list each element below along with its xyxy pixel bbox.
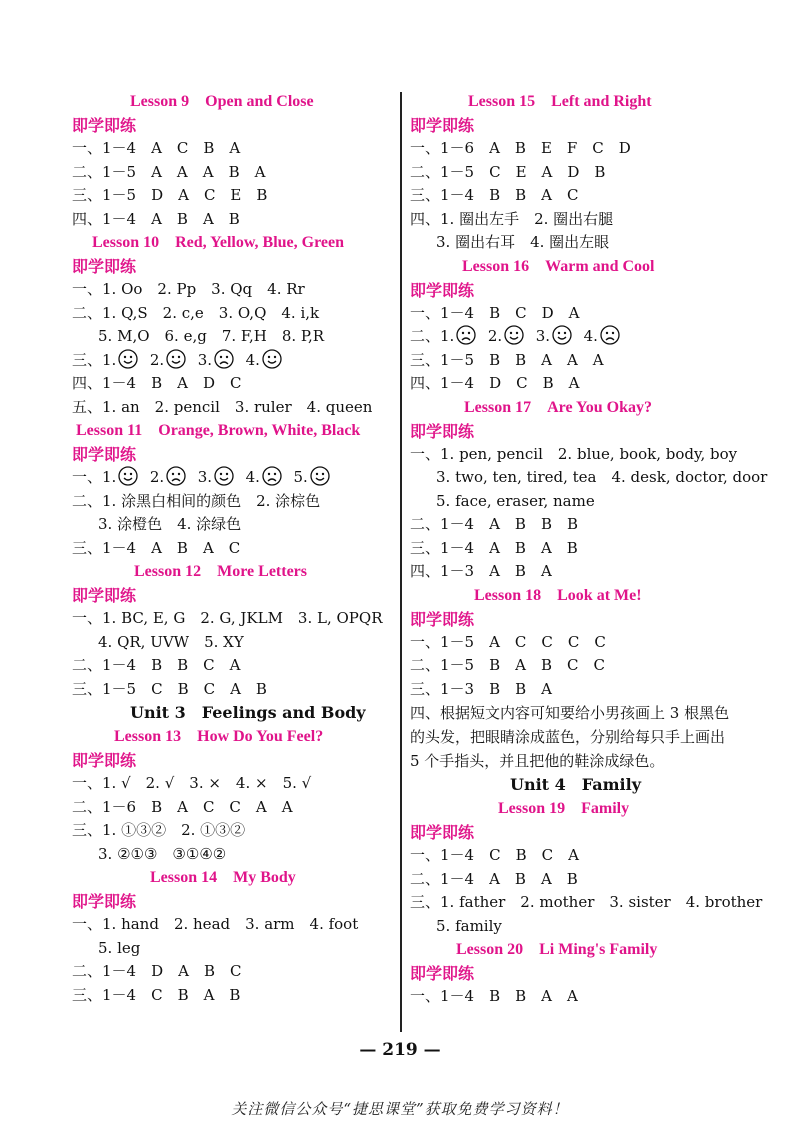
lesson-heading: Lesson 12 More Letters (134, 563, 308, 580)
sad-face-icon (456, 325, 476, 345)
answer-line: 一、1. √ 2. √ 3. × 4. × 5. √ (72, 774, 312, 792)
unit-heading: Unit 4 Family (510, 775, 641, 794)
right-column (410, 90, 768, 1009)
answer-line: 三、1－4 A B A B (410, 538, 578, 557)
smiley-face-icon (214, 466, 234, 486)
section-heading: 即学即练 (72, 116, 137, 135)
answer-line: 四、1. 圈出左手 2. 圈出右腿 (410, 209, 614, 228)
section-heading: 即学即练 (72, 445, 137, 464)
answer-line: 5. leg (98, 938, 141, 957)
question-number: 一、 (72, 468, 103, 486)
answer-line: 一、1－4 B B A A (410, 987, 578, 1005)
answer-line: 3. 涂橙色 4. 涂绿色 (98, 515, 242, 533)
item-label: 4. (245, 468, 260, 486)
section-heading: 即学即练 (410, 280, 475, 300)
lesson-heading: Lesson 17 Are You Okay? (464, 398, 653, 416)
face-answer-line (72, 349, 392, 373)
left-column (72, 90, 392, 1007)
smiley-face-icon (262, 349, 282, 369)
answer-line: 二、1. 涂黑白相间的颜色 2. 涂棕色 (72, 491, 321, 510)
answer-line: 二、1－5 A A A B A (72, 162, 266, 181)
answer-line: 一、1－6 A B E F C D (410, 139, 631, 157)
lesson-heading: Lesson 9 Open and Close (130, 93, 314, 110)
smiley-face-icon (166, 349, 186, 369)
answer-line: 二、1－5 C E A D B (410, 162, 606, 181)
answer-line: 二、1－6 B A C C A A (72, 797, 293, 816)
answer-line: 二、1－4 B B C A (72, 656, 241, 674)
answer-line: 三、1－5 D A C E B (72, 186, 268, 204)
smiley-face-icon (118, 349, 138, 369)
answer-line: 一、1. pen, pencil 2. blue, book, body, boy (410, 444, 738, 463)
face-answer-line (410, 325, 740, 349)
answer-line: 一、1－5 A C C C C (410, 632, 606, 651)
answer-line: 二、1. Q,S 2. c,e 3. O,Q 4. i,k (72, 303, 320, 322)
item-label: 2. (487, 327, 503, 345)
answer-line: 5. face, eraser, name (436, 491, 595, 510)
answer-line: 二、1－5 B A B C C (410, 656, 605, 674)
unit-heading: Unit 3 Feelings and Body (130, 703, 366, 722)
item-label: 1. (440, 327, 455, 345)
smiley-face-icon (552, 325, 572, 345)
answer-line: 3. 圈出右耳 4. 圈出左眼 (436, 233, 610, 251)
lesson-heading: Lesson 20 Li Ming's Family (456, 941, 658, 958)
answer-line: 四、1－4 A B A B (72, 209, 240, 228)
section-heading: 即学即练 (410, 823, 475, 842)
section-heading: 即学即练 (410, 116, 475, 135)
answer-line: 三、1－3 B B A (410, 679, 552, 698)
answer-line: 一、1. Oo 2. Pp 3. Qq 4. Rr (72, 280, 305, 298)
column-divider (400, 92, 402, 1032)
lesson-heading: Lesson 16 Warm and Cool (462, 257, 655, 275)
lesson-heading: Lesson 18 Look at Me! (474, 586, 642, 604)
section-heading: 即学即练 (72, 751, 137, 770)
lesson-heading: Lesson 11 Orange, Brown, White, Black (76, 422, 361, 439)
smiley-face-icon (310, 466, 330, 486)
answer-line: 三、1－5 B B A A A (410, 350, 604, 369)
item-label: 4. (583, 327, 598, 345)
sad-face-icon (166, 466, 186, 486)
section-heading: 即学即练 (410, 421, 475, 441)
answer-line: 二、1－4 A B A B (410, 869, 578, 888)
lesson-heading: Lesson 15 Left and Right (468, 93, 652, 110)
section-heading: 即学即练 (72, 257, 137, 276)
answer-line: 四、1－4 D C B A (410, 374, 580, 392)
answer-line: 一、1－4 B C D A (410, 303, 580, 322)
item-label: 3. (535, 327, 551, 345)
answer-line: 4. QR, UVW 5. XY (98, 632, 244, 651)
answer-line: 四、1－4 B A D C (72, 374, 242, 392)
item-label: 2. (149, 468, 165, 486)
smiley-face-icon (504, 325, 524, 345)
answer-line: 三、1. ①③② 2. ①③② (72, 821, 246, 839)
section-heading: 即学即练 (72, 586, 137, 605)
lesson-heading: Lesson 10 Red, Yellow, Blue, Green (92, 234, 345, 251)
lesson-heading: Lesson 14 My Body (150, 869, 296, 886)
item-label: 2. (149, 350, 165, 369)
answer-line: 一、1－4 A C B A (72, 139, 241, 157)
page-number: — 219 — (359, 1040, 441, 1060)
section-heading: 即学即练 (410, 609, 475, 629)
answer-line: 三、1－5 C B C A B (72, 679, 267, 698)
sad-face-icon (262, 466, 282, 486)
item-label: 5. (293, 468, 308, 486)
section-heading: 即学即练 (72, 892, 137, 911)
sad-face-icon (214, 349, 234, 369)
answer-line: 一、1. hand 2. head 3. arm 4. foot (72, 915, 359, 933)
answer-line: 三、1－4 A B A C (72, 538, 241, 557)
answer-line: 二、1－4 D A B C (72, 962, 242, 980)
answer-line: 三、1. father 2. mother 3. sister 4. brother (410, 893, 763, 911)
answer-line: 3. two, ten, tired, tea 4. desk, doctor, door (436, 468, 768, 486)
answer-line: 三、1－4 B B A C (410, 186, 579, 204)
item-label: 4. (245, 350, 260, 369)
lesson-heading: Lesson 19 Family (498, 800, 630, 817)
answer-line: 5. family (436, 916, 502, 935)
answer-line: 四、1－3 A B A (410, 562, 552, 580)
answer-line: 三、1－4 C B A B (72, 985, 241, 1004)
item-label: 1. (102, 350, 117, 369)
item-label: 1. (102, 468, 117, 486)
section-heading: 即学即练 (410, 964, 475, 983)
answer-line: 一、1. BC, E, G 2. G, JKLM 3. L, OPQR (72, 609, 383, 627)
footer-note: 关注微信公众号“捷思课堂”获取免费学习资料！ (231, 1100, 569, 1118)
sad-face-icon (600, 325, 620, 345)
smiley-face-icon (118, 466, 138, 486)
face-answer-line (72, 466, 392, 490)
item-label: 3. (197, 468, 213, 486)
question-number: 三、 (72, 350, 103, 369)
answer-line: 5. M,O 6. e,g 7. F,H 8. P,R (98, 327, 325, 345)
answer-line: 一、1－4 C B C A (410, 846, 579, 864)
answer-paragraph: 四、根据短文内容可知要给小男孩画上 3 根黑色的头发，把眼睛涂成蓝色，分别给每只手上画出 5 个手指头，并且把他的鞋涂成绿色。 (410, 704, 730, 770)
answer-line: 二、1－4 A B B B (410, 515, 578, 533)
lesson-heading: Lesson 13 How Do You Feel? (114, 728, 324, 745)
question-number: 二、 (410, 327, 441, 345)
item-label: 3. (197, 350, 213, 369)
answer-line: 五、1. an 2. pencil 3. ruler 4. queen (72, 397, 373, 416)
answer-line: 3. ②①③ ③①④② (98, 844, 227, 863)
